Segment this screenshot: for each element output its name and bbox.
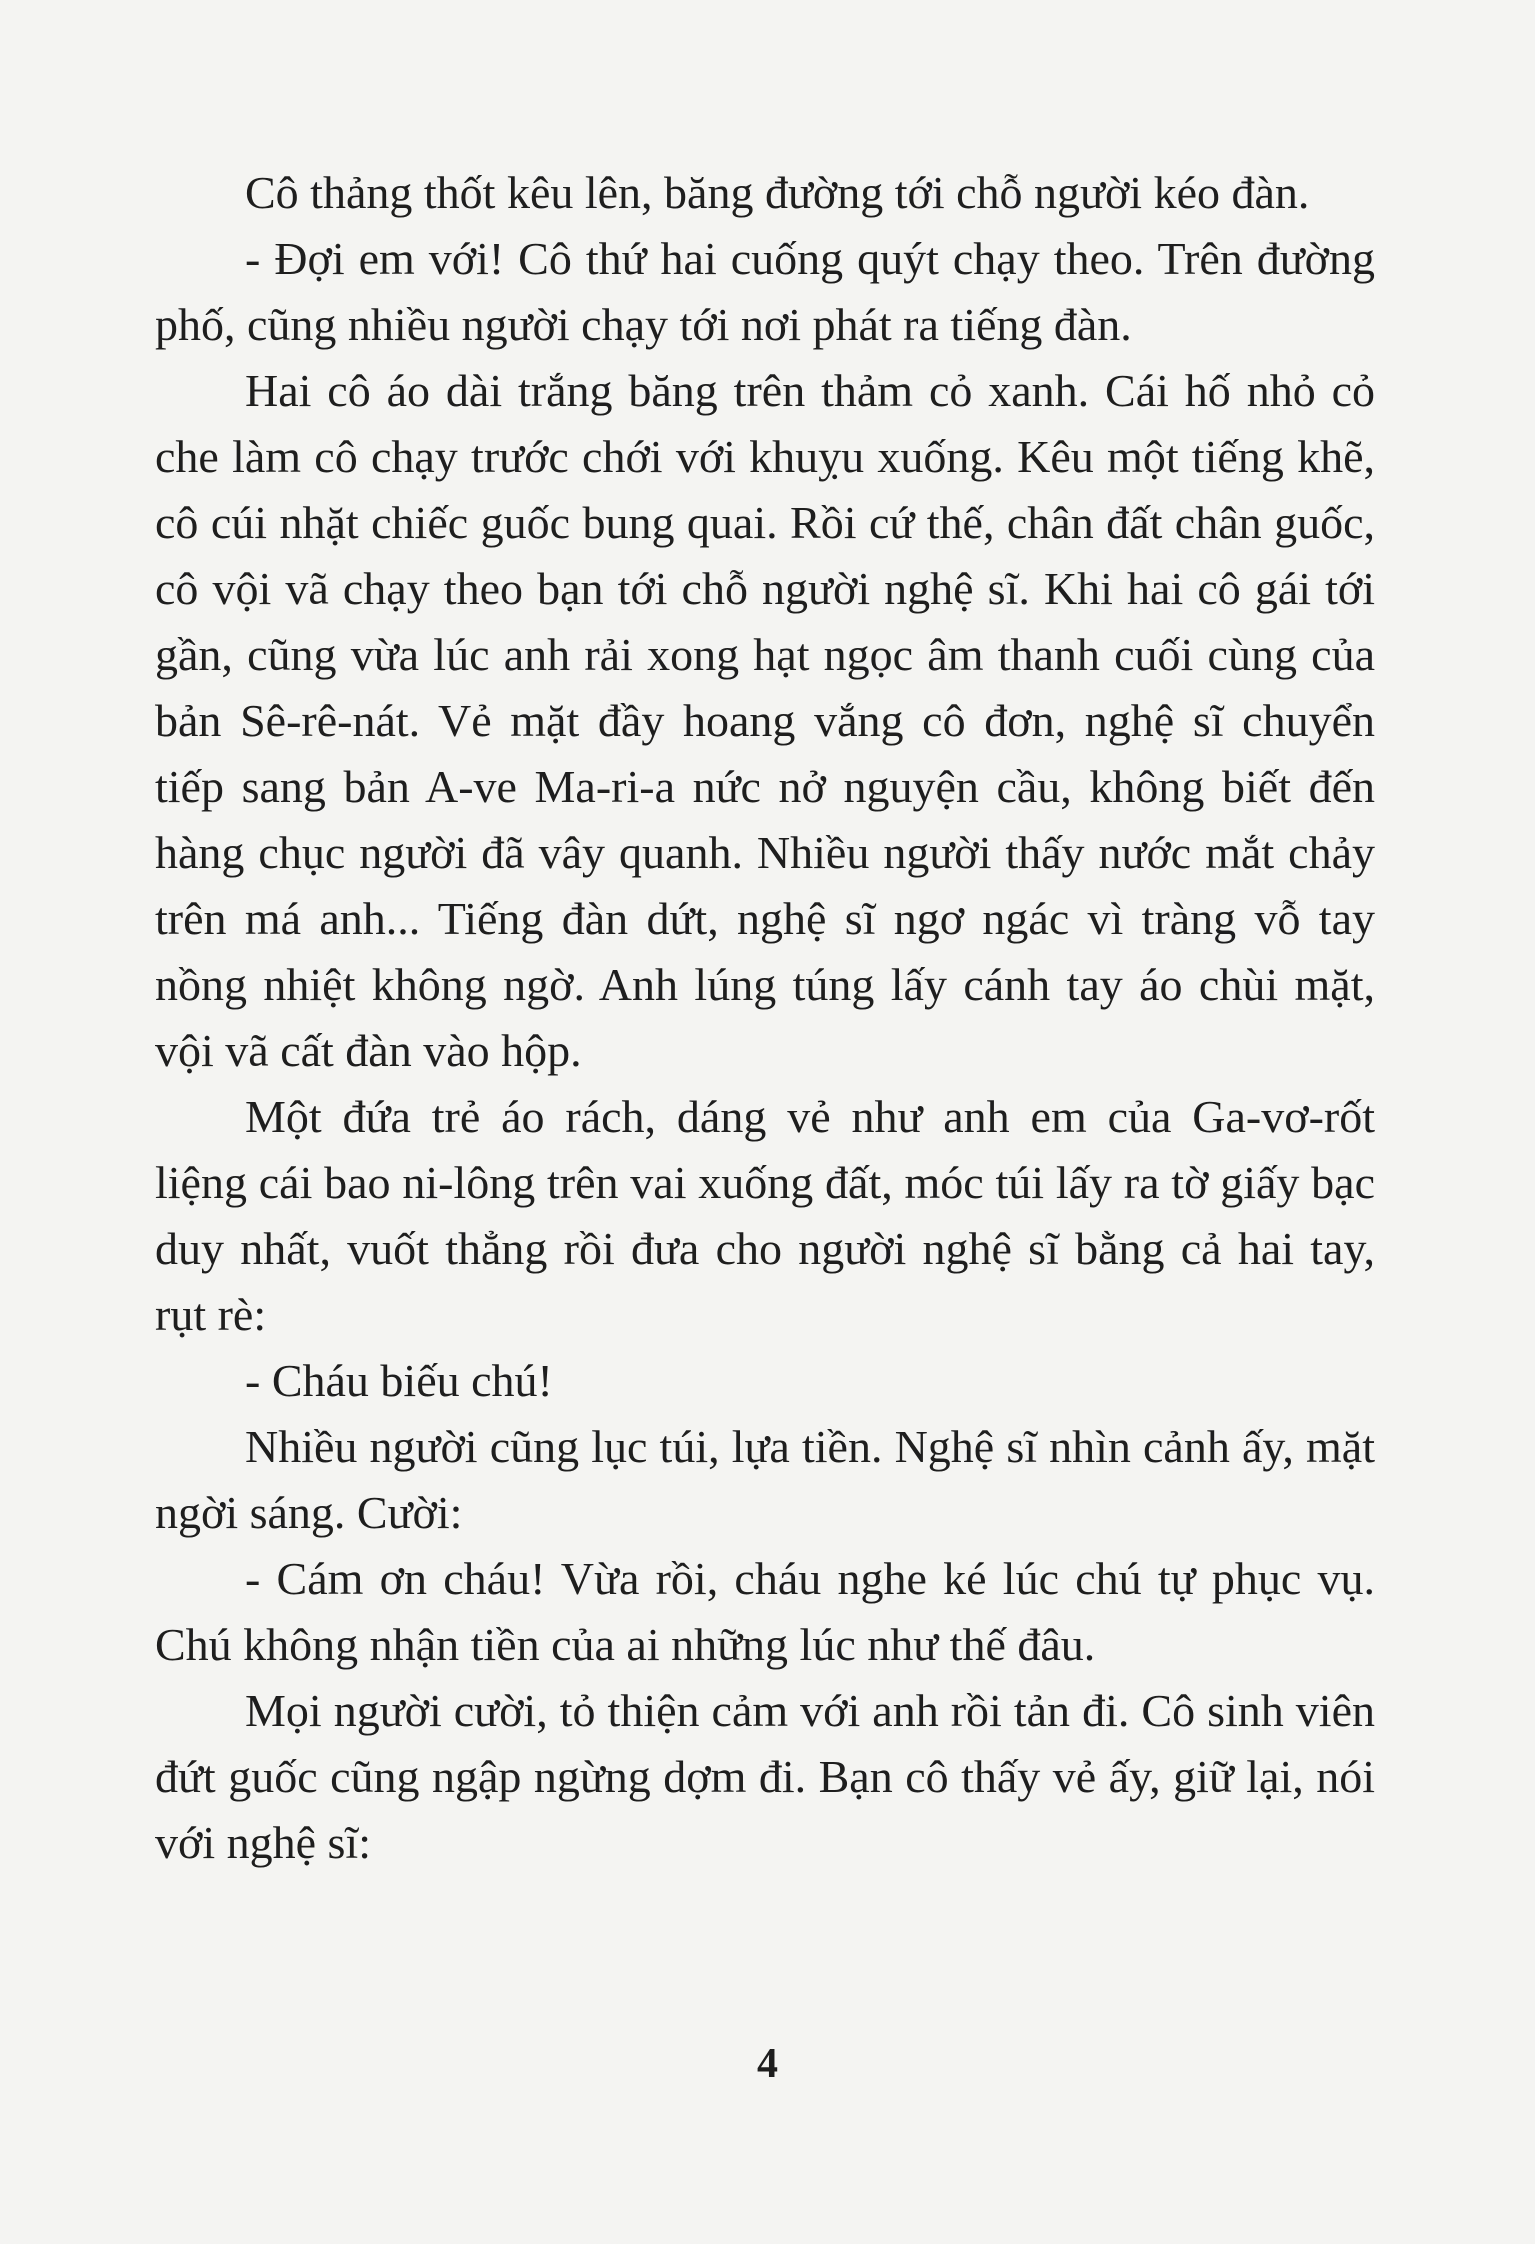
page-number: 4: [757, 2041, 778, 2087]
paragraph: Nhiều người cũng lục túi, lựa tiền. Nghệ sĩ nhìn cảnh ấy, mặt ngời sáng. Cười:: [155, 1421, 1375, 1538]
paragraph: - Cháu biếu chú!: [245, 1355, 553, 1406]
paragraph: - Đợi em với! Cô thứ hai cuống quýt chạy theo. Trên đường phố, cũng nhiều người chạy tới nơi phát ra tiếng đàn.: [155, 233, 1375, 350]
paragraph: Mọi người cười, tỏ thiện cảm với anh rồi tản đi. Cô sinh viên đứt guốc cũng ngập ngừng dợm đi. Bạn cô thấy vẻ ấy, giữ lại, nói với nghệ sĩ:: [155, 1685, 1375, 1868]
paragraph: Cô thảng thốt kêu lên, băng đường tới chỗ người kéo đàn.: [245, 167, 1310, 218]
body-text: [155, 160, 1375, 1876]
paragraph: - Cám ơn cháu! Vừa rồi, cháu nghe ké lúc chú tự phục vụ. Chú không nhận tiền của ai những lúc như thế đâu.: [155, 1553, 1375, 1670]
paragraph: Một đứa trẻ áo rách, dáng vẻ như anh em của Ga-vơ-rốt liệng cái bao ni-lông trên vai xuống đất, móc túi lấy ra tờ giấy bạc duy nhất, vuốt thẳng rồi đưa cho người nghệ sĩ bằng cả hai tay, rụt rè:: [155, 1091, 1375, 1340]
paragraph: Hai cô áo dài trắng băng trên thảm cỏ xanh. Cái hố nhỏ cỏ che làm cô chạy trước chới với khuỵu xuống. Kêu một tiếng khẽ, cô cúi nhặt chiếc guốc bung quai. Rồi cứ thế, chân đất chân guốc, cô vội vã chạy theo bạn tới chỗ người nghệ sĩ. Khi hai cô gái tới gần, cũng vừa lúc anh rải xong hạt ngọc âm thanh cuối cùng của bản Sê-rê-nát. Vẻ mặt đầy hoang vắng cô đơn, nghệ sĩ chuyển tiếp sang bản A-ve Ma-ri-a nức nở nguyện cầu, không biết đến hàng chục người đã vây quanh. Nhiều người thấy nước mắt chảy trên má anh... Tiếng đàn dứt, nghệ sĩ ngơ ngác vì tràng vỗ tay nồng nhiệt không ngờ. Anh lúng túng lấy cánh tay áo chùi mặt, vội vã cất đàn vào hộp.: [155, 365, 1375, 1076]
